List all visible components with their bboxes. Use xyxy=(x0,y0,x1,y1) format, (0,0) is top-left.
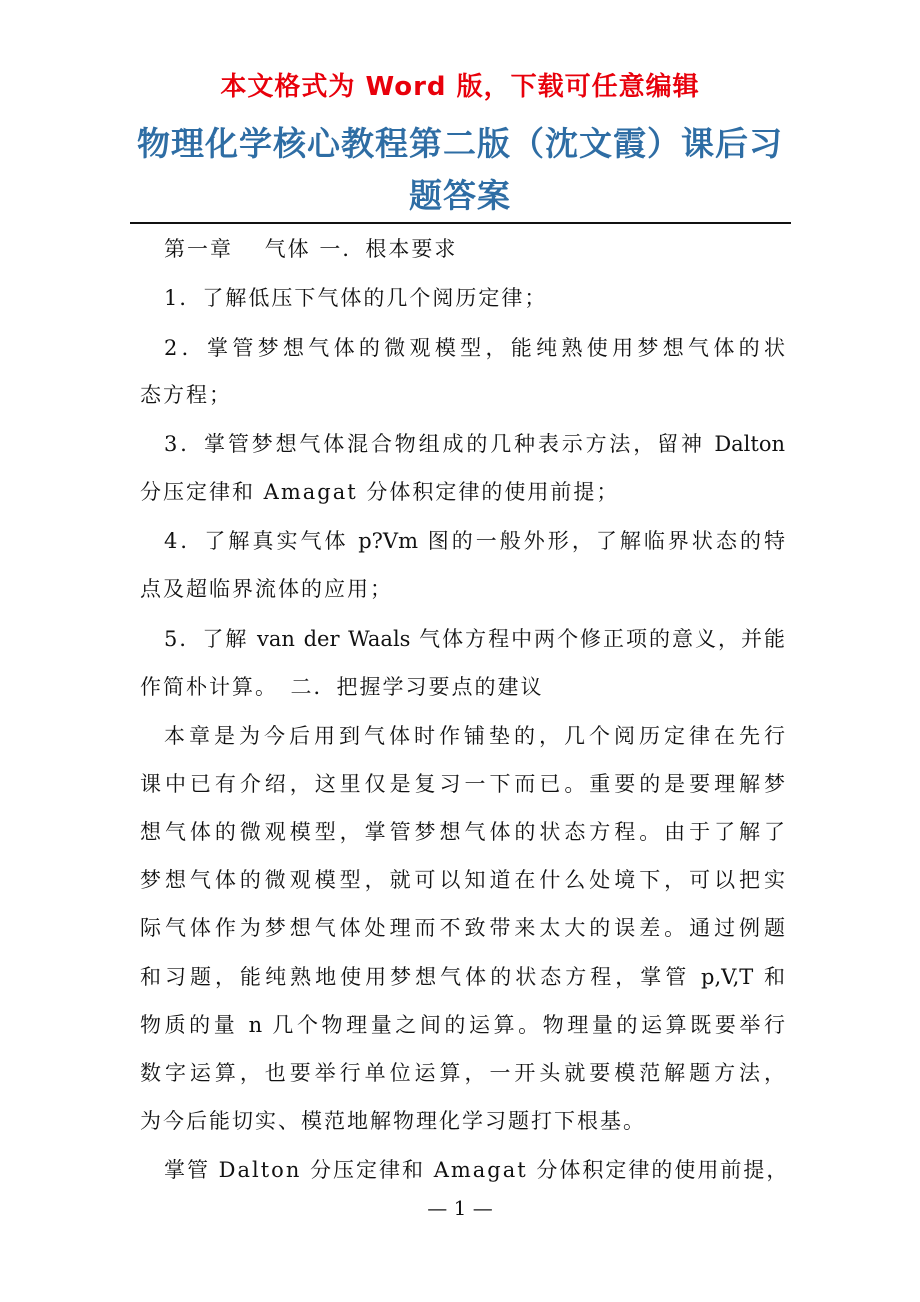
page-number: — 1 — xyxy=(427,1196,493,1220)
requirement-4-line-1: 4．了解真实气体 p?Vm 图的一般外形，了解临界状态的特 xyxy=(164,529,785,553)
requirement-3-line-2: 分压定律和 Amagat 分体积定律的使用前提； xyxy=(140,480,620,504)
download-notice: 本文格式为 Word 版，下载可任意编辑 xyxy=(220,72,700,102)
requirement-5-line-1: 5．了解 van der Waals 气体方程中两个修正项的意义，并能 xyxy=(164,627,785,651)
paragraph-line-5: 际气体作为梦想气体处理而不致带来太大的误差。通过例题 xyxy=(140,916,785,940)
document-title xyxy=(120,118,800,222)
requirement-1: 1．了解低压下气体的几个阅历定律； xyxy=(164,286,548,310)
paragraph-line-6: 和习题，能纯熟地使用梦想气体的状态方程，掌管 p,V,T 和 xyxy=(140,965,785,989)
paragraph-line-2: 课中已有介绍，这里仅是复习一下而已。重要的是要理解梦 xyxy=(140,772,785,796)
requirement-5-line-2: 作简朴计算。 二．把握学习要点的建议 xyxy=(140,675,544,699)
paragraph-2-line-1: 掌管 Dalton 分压定律和 Amagat 分体积定律的使用前提， xyxy=(164,1158,790,1182)
title-line-1: 物理化学核心教程第二版（沈文霞）课后习 xyxy=(137,124,783,163)
chapter-heading: 第一章 气体 一．根本要求 xyxy=(164,237,458,261)
paragraph-line-4: 梦想气体的微观模型，就可以知道在什么处境下，可以把实 xyxy=(140,868,785,892)
requirement-2-line-2: 态方程； xyxy=(140,383,232,407)
paragraph-line-8: 数字运算，也要举行单位运算，一开头就要模范解题方法， xyxy=(140,1061,785,1085)
paragraph-line-9: 为今后能切实、模范地解物理化学习题打下根基。 xyxy=(140,1109,646,1133)
paragraph-line-1: 本章是为今后用到气体时作铺垫的，几个阅历定律在先行 xyxy=(164,724,785,748)
title-line-2: 题答案 xyxy=(409,176,511,215)
paragraph-line-3: 想气体的微观模型，掌管梦想气体的状态方程。由于了解了 xyxy=(140,820,785,844)
title-divider xyxy=(130,222,791,224)
requirement-4-line-2: 点及超临界流体的应用； xyxy=(140,577,393,601)
paragraph-line-7: 物质的量 n 几个物理量之间的运算。物理量的运算既要举行 xyxy=(140,1013,785,1037)
requirement-3-line-1: 3．掌管梦想气体混合物组成的几种表示方法，留神 Dalton xyxy=(164,432,785,456)
requirement-2-line-1: 2．掌管梦想气体的微观模型，能纯熟使用梦想气体的状 xyxy=(164,336,785,360)
